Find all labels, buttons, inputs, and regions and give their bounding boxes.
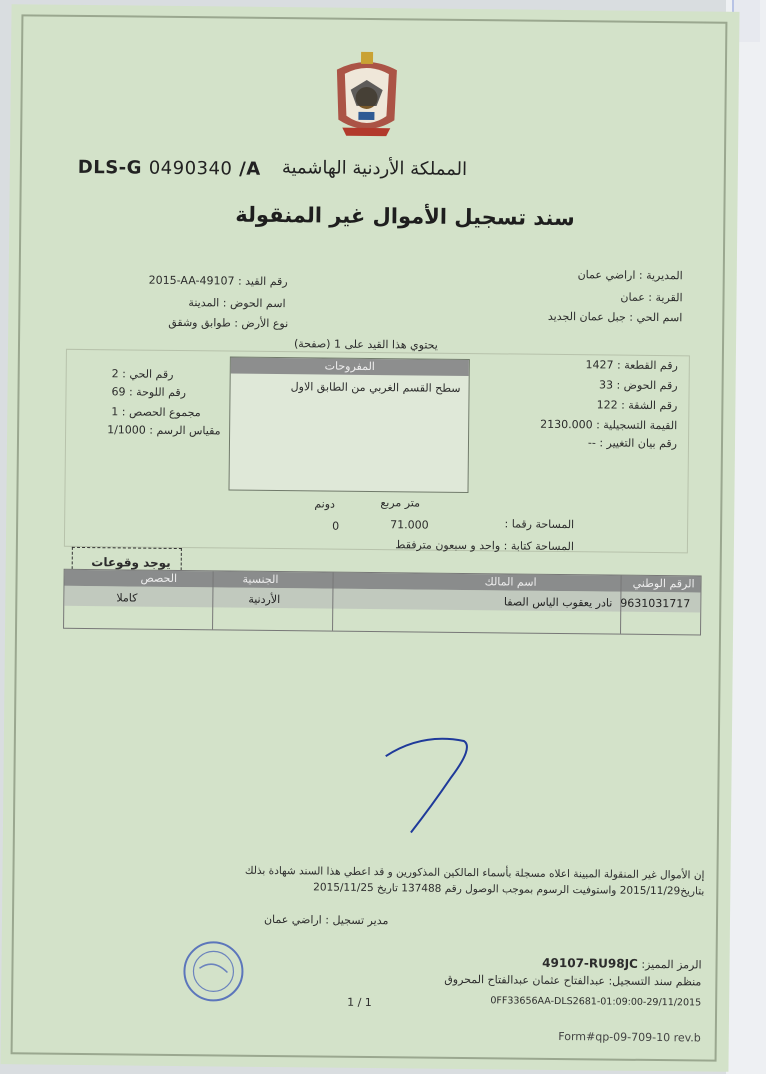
area-sqm-value: 71.000	[390, 518, 429, 532]
document-title: سند تسجيل الأموال غير المنقولة	[235, 202, 575, 231]
header-national-id: الرقم الوطني	[632, 576, 695, 591]
document-page	[0, 4, 739, 1072]
scale-field: مقياس الرسم : 1/1000	[107, 423, 221, 438]
form-number: Form#qp-09-709-10 rev.b	[558, 1029, 701, 1045]
events-stamp: يوجد وقوعات	[72, 547, 182, 580]
cell-share: كاملا	[116, 591, 138, 605]
header-nationality: الجنسية	[242, 572, 279, 587]
entry-number-field: رقم القيد : 2015-AA-49107	[148, 273, 288, 289]
basin-number-field: رقم الحوض : 33	[598, 378, 678, 393]
encumbrances-header: المفروحات	[231, 358, 469, 376]
cell-nationality: الأردنية	[248, 592, 281, 607]
kingdom-name: المملكة الأردنية الهاشمية	[281, 157, 468, 180]
board-number-field: رقم اللوحة : 69	[111, 385, 187, 400]
cell-national-id: 9631031717	[620, 596, 691, 611]
organizer-field: منظم سند التسجيل: عبدالفتاح عثمان عبدالفتاح المحروق	[444, 972, 702, 989]
district-number-field: رقم الحي : 2	[111, 367, 174, 381]
serial-number: DLS-G 0490340 /A	[77, 156, 261, 180]
pages-note: يحتوي هذا القيد على 1 (صفحة)	[293, 337, 438, 352]
basin-name-field: اسم الحوض : المدينة	[188, 296, 286, 311]
certification-line-1: إن الأموال غير المنقولة المبينة اعلاه مسجلة بأسماء المالكين المذكورين و قد اعطي هذا السند شهادة بذلك	[244, 864, 705, 882]
directorate-field: المديرية : اراضي عمان	[577, 268, 683, 283]
unique-code-field: الرمز المميز: 49107-RU98JC	[542, 955, 702, 972]
unit-sqm: متر مربع	[380, 496, 421, 510]
page-indicator: 1 / 1	[347, 995, 372, 1010]
area-numeric-label: المساحة رقما :	[504, 517, 575, 532]
area-dunum-value: 0	[332, 519, 340, 533]
handwritten-signature	[381, 726, 472, 837]
encumbrances-box	[228, 357, 469, 494]
official-seal-icon	[181, 938, 246, 1005]
neighborhood-field: اسم الحي : جبل عمان الجديد	[547, 309, 683, 325]
area-written-field: المساحة كتابة : واحد و سبعون مترفقط	[395, 538, 574, 554]
director-field: مدير تسجيل : اراضي عمان	[263, 912, 389, 928]
cell-owner-name: نادر يعقوب الياس الصفا	[503, 595, 613, 610]
certification-line-2: بتاريخ2015/11/29 واستوفيت الرسوم بموجب الوصول رقم 137488 تاريخ 2015/11/25	[313, 881, 705, 898]
village-field: القرية : عمان	[620, 290, 683, 305]
registered-value-field: القيمة التسجيلية : 2130.000	[540, 417, 678, 433]
unit-dunum: دونم	[314, 497, 336, 511]
total-shares-field: مجموع الحصص : 1	[111, 405, 201, 420]
land-type-field: نوع الأرض : طوابق وشقق	[168, 315, 289, 331]
trace-code: 0FF33656AA-DLS2681-01:09:00-29/11/2015	[490, 995, 702, 1009]
apartment-number-field: رقم الشقة : 122	[596, 398, 678, 413]
coat-of-arms-icon	[328, 50, 405, 143]
header-owner-name: اسم المالك	[484, 575, 537, 589]
parcel-number-field: رقم القطعة : 1427	[585, 358, 678, 373]
encumbrances-text: سطح القسم الغربي من الطابق الاول	[290, 380, 461, 395]
change-statement-field: رقم بيان التغيير : --	[587, 436, 678, 451]
header-share: الحصص	[140, 571, 178, 585]
owners-table	[63, 569, 702, 636]
